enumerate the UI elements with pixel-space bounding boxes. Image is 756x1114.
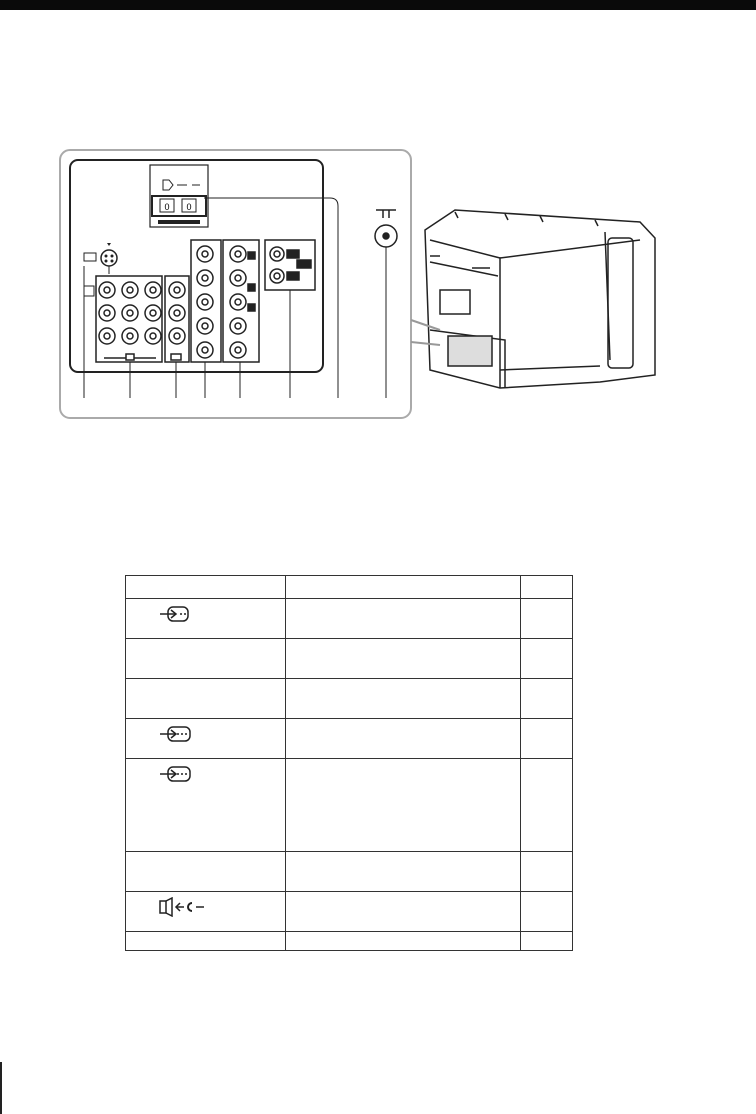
table-cell xyxy=(126,852,286,892)
table-cell xyxy=(126,639,286,679)
page-margin-rule xyxy=(0,1062,2,1114)
table-cell xyxy=(521,639,573,679)
tv-rear-illustration xyxy=(425,210,655,388)
table-row xyxy=(126,679,573,719)
speaker-center-icon xyxy=(158,897,206,917)
table-cell xyxy=(126,719,286,759)
table-row xyxy=(126,892,573,932)
video-input-icon xyxy=(158,724,192,744)
table-cell xyxy=(521,719,573,759)
center-speaker-terminal xyxy=(150,165,208,227)
rear-panel-diagram xyxy=(0,0,756,470)
table-cell xyxy=(521,759,573,852)
s-video-jack xyxy=(84,243,117,296)
table-cell xyxy=(521,599,573,639)
table-cell xyxy=(286,852,521,892)
table-row xyxy=(126,759,573,852)
table-row xyxy=(126,719,573,759)
header-cell xyxy=(126,576,286,599)
monitor-out-jacks xyxy=(165,276,189,362)
header-cell xyxy=(521,576,573,599)
video-1-jacks xyxy=(191,240,221,362)
table-cell xyxy=(286,599,521,639)
component-input-jacks xyxy=(96,276,162,362)
table-cell xyxy=(126,892,286,932)
table-cell xyxy=(126,599,286,639)
svg-text:0: 0 xyxy=(164,202,170,212)
table-cell xyxy=(521,892,573,932)
table-cell xyxy=(521,852,573,892)
svg-text:0: 0 xyxy=(186,202,192,212)
table-cell xyxy=(126,932,286,951)
table-cell xyxy=(286,719,521,759)
header-cell xyxy=(286,576,521,599)
table-cell xyxy=(286,639,521,679)
speaker-out-jacks xyxy=(265,240,315,290)
table-cell xyxy=(126,759,286,852)
table-row xyxy=(126,639,573,679)
table-header-row xyxy=(126,576,573,599)
table-cell xyxy=(286,759,521,852)
video-2-jacks xyxy=(223,240,259,362)
video-input-icon xyxy=(158,604,190,624)
callout-connector xyxy=(411,320,440,345)
table-row xyxy=(126,599,573,639)
rear-panel-svg xyxy=(0,0,756,470)
table-cell xyxy=(286,892,521,932)
table-row xyxy=(126,852,573,892)
connector-table xyxy=(125,575,573,951)
table-cell xyxy=(126,679,286,719)
table-cell xyxy=(521,932,573,951)
table-cell xyxy=(286,679,521,719)
video-input-icon xyxy=(158,764,192,784)
table-row xyxy=(126,932,573,951)
table-cell xyxy=(521,679,573,719)
table-cell xyxy=(286,932,521,951)
antenna-jack xyxy=(375,210,397,247)
